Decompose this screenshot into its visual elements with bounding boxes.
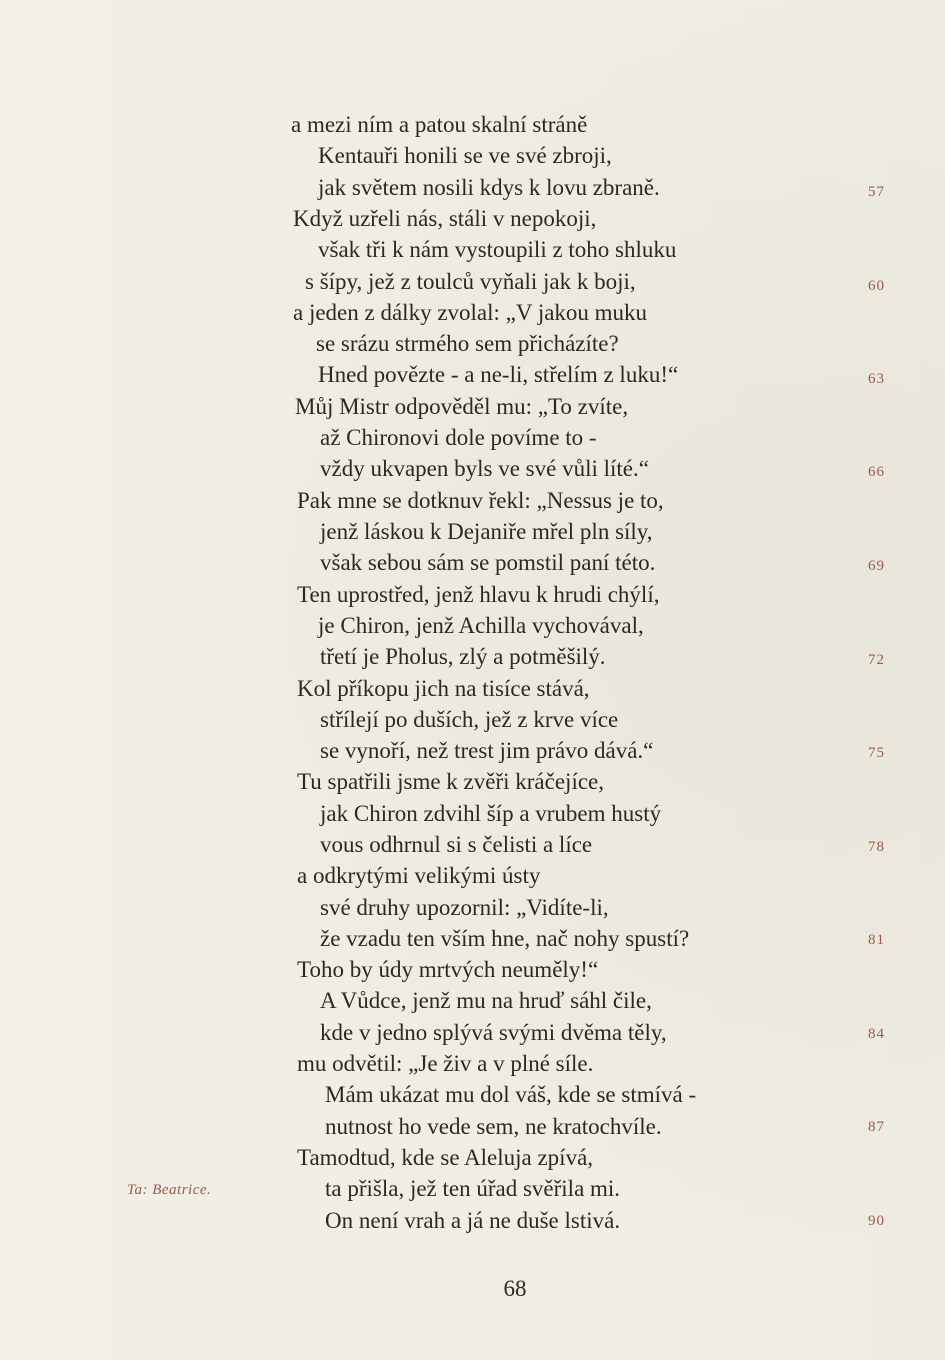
verse-number: 66 bbox=[868, 464, 885, 480]
verse-line: Toho by údy mrtvých neuměly!“ bbox=[297, 957, 599, 982]
margin-note: Ta: Beatrice. bbox=[127, 1182, 212, 1198]
verse-number: 75 bbox=[868, 745, 885, 761]
verse-line: kde v jedno splývá svými dvěma těly, bbox=[320, 1020, 667, 1045]
verse-number: 84 bbox=[868, 1026, 885, 1042]
verse-line: s šípy, jež z toulců vyňali jak k boji, bbox=[305, 269, 636, 294]
verse-number: 87 bbox=[868, 1119, 885, 1135]
verse-line: Hned povězte - a ne-li, střelím z luku!“ bbox=[318, 362, 679, 387]
verse-line: A Vůdce, jenž mu na hruď sáhl čile, bbox=[320, 988, 652, 1013]
verse-line: však tři k nám vystoupili z toho shluku bbox=[318, 237, 677, 262]
verse-line: je Chiron, jenž Achilla vychovával, bbox=[318, 613, 644, 638]
verse-number: 57 bbox=[868, 184, 885, 200]
verse-line: třetí je Pholus, zlý a potměšilý. bbox=[320, 644, 606, 669]
verse-line: vždy ukvapen byls ve své vůli líté.“ bbox=[320, 456, 649, 481]
verse-line: mu odvětil: „Je živ a v plné síle. bbox=[297, 1051, 594, 1076]
verse-line: se vynoří, než trest jim právo dává.“ bbox=[320, 738, 654, 763]
verse-line: On není vrah a já ne duše lstivá. bbox=[325, 1208, 621, 1233]
verse-line: své druhy upozornil: „Vidíte-li, bbox=[320, 895, 609, 920]
verse-line: Mám ukázat mu dol váš, kde se stmívá - bbox=[325, 1082, 697, 1107]
verse-line: Kentauři honili se ve své zbroji, bbox=[318, 143, 612, 168]
verse-line: Tu spatřili jsme k zvěři kráčejíce, bbox=[297, 769, 605, 794]
verse-line: jak Chiron zdvihl šíp a vrubem hustý bbox=[320, 801, 662, 826]
verse-line: ta přišla, jež ten úřad svěřila mi. bbox=[325, 1176, 621, 1201]
verse-line: Pak mne se dotknuv řekl: „Nessus je to, bbox=[297, 488, 664, 513]
verse-line: Kol příkopu jich na tisíce stává, bbox=[297, 676, 590, 701]
verse-number: 78 bbox=[868, 839, 885, 855]
verse-line: a mezi ním a patou skalní stráně bbox=[291, 112, 588, 137]
verse-number: 69 bbox=[868, 558, 885, 574]
verse-line: však sebou sám se pomstil paní této. bbox=[320, 550, 656, 575]
page-number: 68 bbox=[503, 1276, 527, 1301]
verse-line: až Chironovi dole povíme to - bbox=[320, 425, 597, 450]
verse-number: 63 bbox=[868, 371, 885, 387]
verse-number: 81 bbox=[868, 932, 885, 948]
verse-number: 60 bbox=[868, 278, 885, 294]
verse-line: nutnost ho vede sem, ne kratochvíle. bbox=[325, 1114, 662, 1139]
verse-line: Ten uprostřed, jenž hlavu k hrudi chýlí, bbox=[297, 582, 660, 607]
verse-line: Když uzřeli nás, stáli v nepokoji, bbox=[293, 206, 597, 231]
verse-line: a odkrytými velikými ústy bbox=[297, 863, 541, 888]
verse-line: se srázu strmého sem přicházíte? bbox=[316, 331, 619, 356]
verse-number: 90 bbox=[868, 1213, 885, 1229]
verse-line: že vzadu ten vším hne, nač nohy spustí? bbox=[320, 926, 690, 951]
verse-line: vous odhrnul si s čelisti a líce bbox=[320, 832, 593, 857]
verse-line: jenž láskou k Dejaniře mřel pln síly, bbox=[320, 519, 653, 544]
verse-line: Můj Mistr odpověděl mu: „To zvíte, bbox=[295, 394, 629, 419]
verse-line: Tamodtud, kde se Aleluja zpívá, bbox=[297, 1145, 594, 1170]
verse-number: 72 bbox=[868, 652, 885, 668]
verse-line: a jeden z dálky zvolal: „V jakou muku bbox=[293, 300, 648, 325]
verse-line: jak světem nosili kdys k lovu zbraně. bbox=[318, 175, 660, 200]
verse-line: střílejí po duších, jež z krve více bbox=[320, 707, 619, 732]
